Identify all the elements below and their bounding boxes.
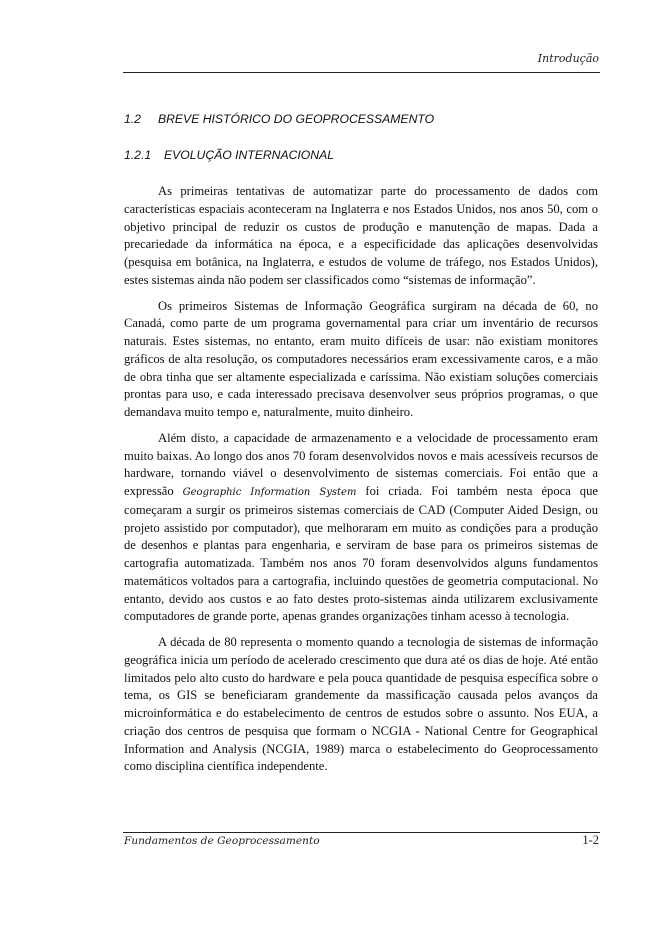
header-rule <box>123 72 600 73</box>
section-number: 1.2 <box>124 112 141 126</box>
page-number: 1-2 <box>582 833 599 847</box>
paragraph-3-part-1: Além disto, a capacidade de armazenamento e a velocidade de processamento eram muito baixas. Ao longo dos anos 70 foram desenvolvidos novos e mais acessíveis recursos de hardware, tornando viável o desenvolvimento de sistemas comerciais. Foi então que a expressão <box>124 430 598 498</box>
subsection-title: EVOLUÇÃO INTERNACIONAL <box>164 148 334 162</box>
paragraph-3 <box>124 430 598 626</box>
gis-term: Geographic Information System <box>182 487 357 498</box>
subsection-number: 1.2.1 <box>124 148 152 162</box>
section-heading <box>124 112 434 126</box>
footer-rule <box>123 832 600 833</box>
footer-book-title: Fundamentos de Geoprocessamento <box>124 835 320 847</box>
body-text <box>124 183 598 784</box>
running-header: Introdução <box>537 52 599 65</box>
paragraph-4: A década de 80 representa o momento quando a tecnologia de sistemas de informação geográfica inicia um período de acelerado crescimento que dura até os dias de hoje. Até então limitados pelo alto custo do hardware e pela pouca quantidade de pesquisa específica sobre o tema, os GIS se beneficiaram grandemente da massificação causada pelos avanços da microinformática e do estabelecimento de centros de estudos sobre o assunto. Nos EUA, a criação dos centros de pesquisa que formam o NCGIA - National Centre for Geographical Information and Analysis (NCGIA, 1989) marca o estabelecimento do Geoprocessamento como disciplina científica independente. <box>124 635 598 774</box>
paragraph-3-part-2: foi criada. Foi também nesta época que começaram a surgir os primeiros sistemas comerciais de CAD (Computer Aided Design, ou projeto assistido por computador), que melhoraram em muito as condições para a produção de desenhos e plantas para engenharia, e serviram de base para os primeiros sistemas de cartografia automatizada. Também nos anos 70 foram desenvolvidos alguns fundamentos matemáticos voltados para a cartografia, incluindo questões de geometria computacional. No entanto, devido aos custos e ao fato destes proto-sistemas ainda utilizarem exclusivamente computadores de grande porte, apenas grandes organizações tinham acesso à tecnologia. <box>124 484 598 624</box>
subsection-heading <box>124 148 334 162</box>
section-title: BREVE HISTÓRICO DO GEOPROCESSAMENTO <box>158 112 435 126</box>
paragraph-1: As primeiras tentativas de automatizar parte do processamento de dados com características espaciais aconteceram na Inglaterra e nos Estados Unidos, nos anos 50, com o objetivo principal de reduzir os custos de produção e manutenção de mapas. Dada a precariedade da informática na época, e a especificidade das aplicações desenvolvidas (pesquisa em botânica, na Inglaterra, e estudos de volume de tráfego, nos Estados Unidos), estes sistemas ainda não podem ser classificados como “sistemas de informação”. <box>124 184 598 287</box>
paragraph-2: Os primeiros Sistemas de Informação Geográfica surgiram na década de 60, no Canadá, como parte de um programa governamental para criar um inventário de recursos naturais. Estes sistemas, no entanto, eram muito difíceis de usar: não existiam monitores gráficos de alta resolução, os computadores necessários eram excessivamente caros, e a mão de obra tinha que ser altamente especializada e caríssima. Não existiam soluções comerciais prontas para uso, e cada interessado precisava desenvolver seus próprios programas, o que demandava muito tempo e, naturalmente, muito dinheiro. <box>124 298 598 419</box>
